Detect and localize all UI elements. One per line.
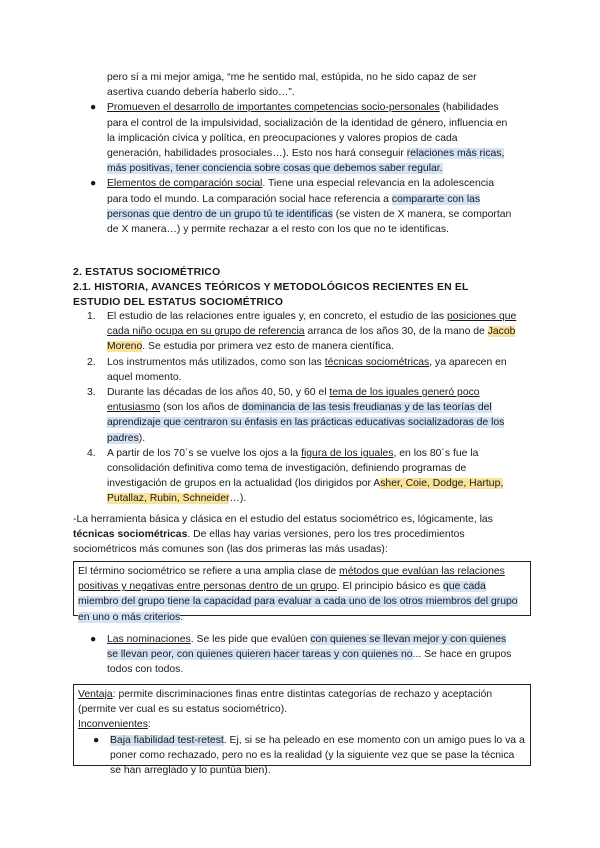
paragraph-tecnicas: -La herramienta básica y clásica en el estudio del estatus sociométrico es, lógicamente, las técnicas sociométricas. De ellas hay varias versiones, pero los tres procedimientos sociométricos más comunes son (las dos primeras las más usadas):	[73, 514, 493, 556]
bullet-fiabilidad: ● Baja fiabilidad test-retest. Ej, si se ha peleado en ese momento con un amigo pues lo va a poner como rechazado, pero no es la realidad (y la siguiente vez que se pase la técnica se han arreglado y lo puntúa bien).	[93, 734, 525, 777]
intro-bullets	[90, 70, 512, 237]
bullet-icon: ●	[90, 634, 97, 645]
heading-estatus: 2. ESTATUS SOCIOMÉTRICO	[73, 267, 221, 278]
bullet-nominaciones: ● Las nominaciones. Se les pide que evalúen con quienes se llevan mejor y con quienes se llevan peor, con quienes quieren hacer tareas y con quienes no... Se hace en grupos todos con todos.	[90, 634, 512, 676]
continuation-text: pero sí a mi mejor amiga, “me he sentido mal, estúpida, no he sido capaz de ser asertiva cuando debería haberlo sido…”.	[107, 72, 477, 99]
pros-cons-box	[73, 684, 531, 777]
bullet-icon: ●	[90, 178, 97, 190]
definition-box: El término sociométrico se refiere a una amplia clase de métodos que evalúan las relaciones positivas y negativas entre personas dentro de un grupo. El principio básico es que cada miembro del grupo tiene la capacidad para evaluar a cada uno de los otros miembros del grupo en uno o más criterios.	[73, 561, 531, 616]
list-item: 3. Durante las décadas de los años 40, 50, y 60 el tema de los iguales generó poco entusiasmo (son los años de dominancia de las tesis freudianas y de las teorías del aprendizaje que centraron su énfasis en las prácticas educativas socializadoras de los padres).	[87, 387, 505, 444]
bullet-competencias: ● Promueven el desarrollo de importantes competencias socio-personales (habilidades para el control de la impulsividad, socialización de la identidad de género, influencia en la implicación cívica y política, en preocupaciones y valores propios de cada generación, habilidades prosociales…). Esto nos hará conseguir relaciones más ricas, más positivas, tener conciencia sobre cosas que debemos saber regular.	[90, 102, 508, 175]
heading-historia: 2.1. HISTORIA, AVANCES TEÓRICOS Y METODOLÓGICOS RECIENTES EN EL ESTUDIO DEL ESTATUS SOCIOMÉTRICO	[73, 282, 469, 309]
numbered-list	[87, 309, 519, 507]
list-item: 4. A partir de los 70´s se vuelve los ojos a la figura de los iguales, en los 80´s fue la consolidación definitiva como tema de investigación, definiendo programas de investigación de grupos en la actualidad (los dirigidos por Asher, Coie, Dodge, Hartup, Putallaz, Rubin, Schneider…).	[87, 447, 504, 505]
list-item: 2. Los instrumentos más utilizados, como son las técnicas sociométricas, ya aparecen en aquel momento.	[87, 356, 507, 383]
bullet-icon: ●	[90, 102, 97, 114]
list-item: 1. El estudio de las relaciones entre iguales y, en concreto, el estudio de las posiciones que cada niño ocupa en su grupo de referencia arranca de los años 30, de la mano de Jacob Moreno. Se estudia por primera vez esto de manera científica.	[87, 311, 517, 353]
inconvenientes-label: Inconvenientes:	[78, 719, 151, 731]
bullet-comparacion: ● Elementos de comparación social. Tiene una especial relevancia en la adolescencia para todo el mundo. La comparación social hace referencia a compararte con las personas que dentro de un grupo tú te identificas (se visten de X manera, se comportan de X manera…) y permite rechazar a el resto con los que no te identificas.	[90, 178, 512, 236]
bullet-icon: ●	[93, 734, 100, 746]
ventaja-text: Ventaja: permite discriminaciones finas entre distintas categorías de rechazo y aceptación (permite ver cual es su estatus sociométrico).	[78, 689, 493, 716]
